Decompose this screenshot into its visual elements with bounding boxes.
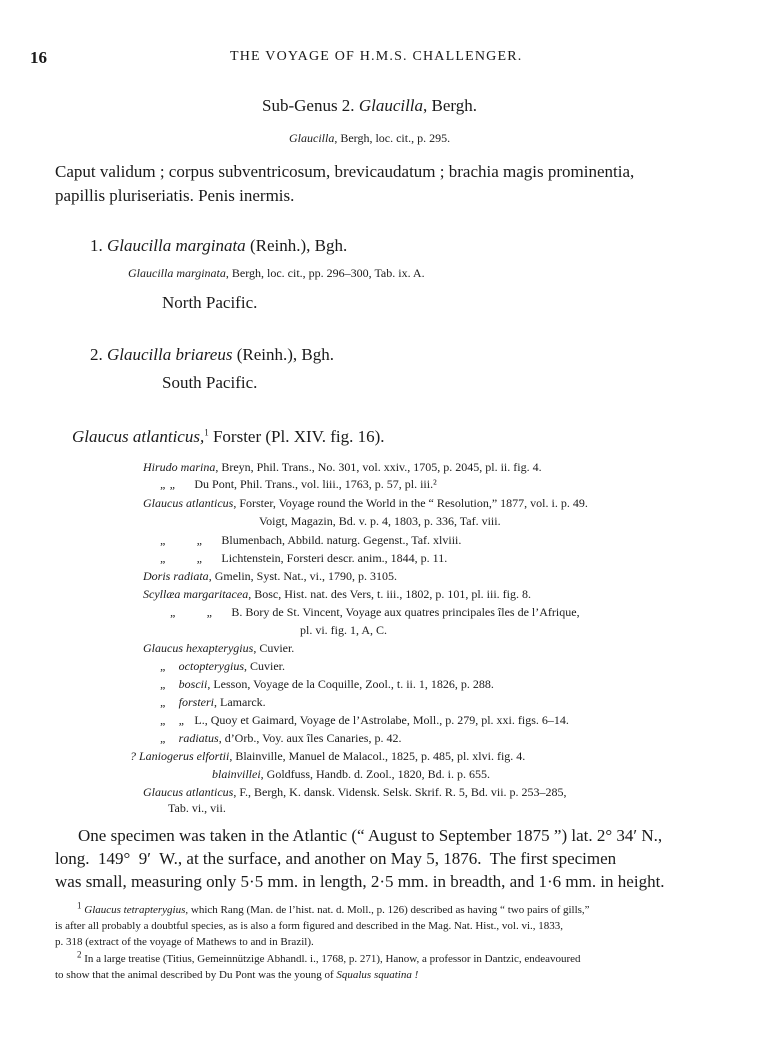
footnote-1-name: Glaucus tetrapterygius <box>84 904 186 916</box>
subgenus-ref-text: , Bergh, loc. cit., p. 295. <box>334 131 451 145</box>
synonym-name: Scyllæa margaritacea <box>143 587 249 601</box>
glaucus-heading <box>72 427 385 447</box>
synonym-text: , d’Orb., Voy. aux îles Canaries, p. 42. <box>218 731 402 745</box>
synonym-line <box>259 514 501 529</box>
synonym-name: „ forsteri <box>160 695 215 709</box>
synonym-line <box>212 767 490 782</box>
species-1-region: North Pacific. <box>162 293 258 312</box>
footnote-1-mark: 1 <box>77 900 82 911</box>
footnote-2-line-1 <box>77 949 581 965</box>
species-1-author: (Reinh.), Bgh. <box>245 236 348 255</box>
subgenus-name: Glaucilla <box>358 96 424 115</box>
footnote-2-species: Squalus squatina ! <box>336 969 419 981</box>
footnote-2-mark: 2 <box>77 949 82 960</box>
synonym-text: , Bosc, Hist. nat. des Vers, t. iii., 1802, p. 101, pl. iii. fig. 8. <box>248 587 531 601</box>
synonym-name: „ „ <box>160 533 204 547</box>
synonym-line <box>160 659 285 674</box>
synonym-text: , Cuvier. <box>253 641 295 655</box>
footnote-2-line-2 <box>55 969 418 981</box>
synonym-text: pl. vi. fig. 1, A, C. <box>300 623 388 637</box>
synonym-name: „ „ <box>160 477 177 491</box>
diagnosis-line-1: Caput validum ; corpus subventricosum, brevicaudatum ; brachia magis prominentia, <box>55 162 635 181</box>
synonym-line <box>143 496 588 511</box>
synonym-line <box>160 551 447 566</box>
synonym-name: Doris radiata <box>143 569 209 583</box>
synonym-name: Glaucus atlanticus <box>143 496 234 510</box>
synonym-line <box>143 641 294 656</box>
synonym-text: , Gmelin, Syst. Nat., vi., 1790, p. 3105. <box>208 569 398 583</box>
synonym-name: „ radiatus <box>160 731 219 745</box>
footnote-1-text: , which Rang (Man. de l’hist. nat. d. Moll., p. 126) described as having “ two pairs of gills,” <box>185 904 590 916</box>
species-1-heading <box>90 236 347 256</box>
synonym-line <box>160 677 494 692</box>
body-line-1: One specimen was taken in the Atlantic (“ August to September 1875 ”) lat. 2° 34′ N., <box>78 826 663 845</box>
body-line-3: was small, measuring only 5·5 mm. in length, 2·5 mm. in breadth, and 1·6 mm. in height. <box>55 872 665 891</box>
species-2-number: 2. <box>90 345 107 364</box>
footnote-1-line-2: is after all probably a doubtful species, as is also a form figured and described in the Mag. Nat. Hist., vol. vi., 1833, <box>55 920 564 932</box>
synonym-text: Blumenbach, Abbild. naturg. Gegenst., Taf. xlviii. <box>203 533 462 547</box>
synonym-line <box>300 623 387 638</box>
species-2-region: South Pacific. <box>162 373 258 392</box>
synonym-text: , Lesson, Voyage de la Coquille, Zool., t. ii. 1, 1826, p. 288. <box>207 677 494 691</box>
footnote-2-text: In a large treatise (Titius, Gemeinnützige Abhandl. i., 1768, p. 271), Hanow, a professor in Dantzic, endeavoured <box>84 953 581 965</box>
synonym-text: B. Bory de St. Vincent, Voyage aux quatres principales îles de l’Afrique, <box>213 605 580 619</box>
page-number: 16 <box>30 48 47 67</box>
synonym-name: Glaucus atlanticus <box>143 785 234 799</box>
subgenus-heading <box>262 96 477 116</box>
synonym-text: , Goldfuss, Handb. d. Zool., 1820, Bd. i. p. 655. <box>260 767 490 781</box>
synonym-name: ? Laniogerus elfortii <box>130 749 230 763</box>
synonym-text: , Cuvier. <box>244 659 285 673</box>
diagnosis-line-2: papillis pluriseriatis. Penis inermis. <box>55 186 295 205</box>
synonym-line <box>160 695 266 710</box>
synonym-text: , Forster, Voyage round the World in the “ Resolution,” 1877, vol. i. p. 49. <box>233 496 588 510</box>
synonym-line <box>143 569 397 584</box>
species-2-heading <box>90 345 334 365</box>
subgenus-prefix: Sub-Genus 2. <box>262 96 359 115</box>
species-1-number: 1. <box>90 236 107 255</box>
footnote-1-line-1 <box>77 900 590 916</box>
glaucus-author: Forster (Pl. XIV. fig. 16). <box>208 427 385 446</box>
synonym-line <box>160 477 437 492</box>
synonym-name: „ „ <box>160 551 204 565</box>
species-2-name: Glaucilla briareus <box>107 345 233 364</box>
species-2-author: (Reinh.), Bgh. <box>232 345 334 364</box>
species-1-reference <box>128 266 425 281</box>
synonym-name: Glaucus hexapterygius <box>143 641 254 655</box>
synonym-name: „ „ <box>160 713 186 727</box>
glaucus-name: Glaucus atlanticus, <box>72 427 205 446</box>
synonym-text: , Breyn, Phil. Trans., No. 301, vol. xxiv., 1705, p. 2045, pl. ii. fig. 4. <box>215 460 542 474</box>
synonym-name: „ boscii <box>160 677 208 691</box>
synonym-name: blainvillei <box>212 767 261 781</box>
synonym-text: Du Pont, Phil. Trans., vol. liii., 1763, p. 57, pl. iii.² <box>176 477 437 491</box>
synonym-text: , Lamarck. <box>214 695 266 709</box>
synonym-line <box>160 713 569 728</box>
synonym-name: „ octopterygius <box>160 659 244 673</box>
synonym-line <box>130 749 525 764</box>
synonym-line <box>160 533 461 548</box>
footnote-1-line-3: p. 318 (extract of the voyage of Mathews to and in Brazil). <box>55 936 314 948</box>
synonym-text: Voigt, Magazin, Bd. v. p. 4, 1803, p. 336, Taf. viii. <box>259 514 501 528</box>
subgenus-ref-name: Glaucilla <box>289 131 335 145</box>
running-title: THE VOYAGE OF H.M.S. CHALLENGER. <box>230 49 523 64</box>
subgenus-reference <box>289 131 450 146</box>
glaucus-footnote-mark: 1 <box>204 427 209 438</box>
synonym-line <box>160 731 401 746</box>
synonym-line <box>143 460 542 475</box>
synonym-name: Hirudo marina <box>143 460 216 474</box>
synonym-text: Tab. vi., vii. <box>168 801 226 815</box>
synonym-line <box>143 587 531 602</box>
subgenus-author: , Bergh. <box>423 96 478 115</box>
synonym-text: Lichtenstein, Forsteri descr. anim., 1844, p. 11. <box>203 551 448 565</box>
species-1-ref-text: , Bergh, loc. cit., pp. 296–300, Tab. ix. A. <box>225 266 425 280</box>
synonym-name: „ „ <box>170 605 214 619</box>
species-1-ref-name: Glaucilla marginata <box>128 266 226 280</box>
synonym-text: L., Quoy et Gaimard, Voyage de l’Astrolabe, Moll., p. 279, pl. xxi. figs. 6–14. <box>185 713 569 727</box>
synonym-text: , F., Bergh, K. dansk. Vidensk. Selsk. Skrif. R. 5, Bd. vii. p. 253–285, <box>233 785 567 799</box>
synonym-line <box>170 605 580 620</box>
species-1-name: Glaucilla marginata <box>107 236 246 255</box>
synonym-text: , Blainville, Manuel de Malacol., 1825, p. 485, pl. xlvi. fig. 4. <box>229 749 526 763</box>
body-line-2: long. 149° 9′ W., at the surface, and another on May 5, 1876. The first specimen <box>55 849 617 868</box>
footnote-2-text-2: to show that the animal described by Du Pont was the young of <box>55 969 337 981</box>
synonym-line <box>143 785 567 800</box>
synonym-line <box>168 801 226 816</box>
